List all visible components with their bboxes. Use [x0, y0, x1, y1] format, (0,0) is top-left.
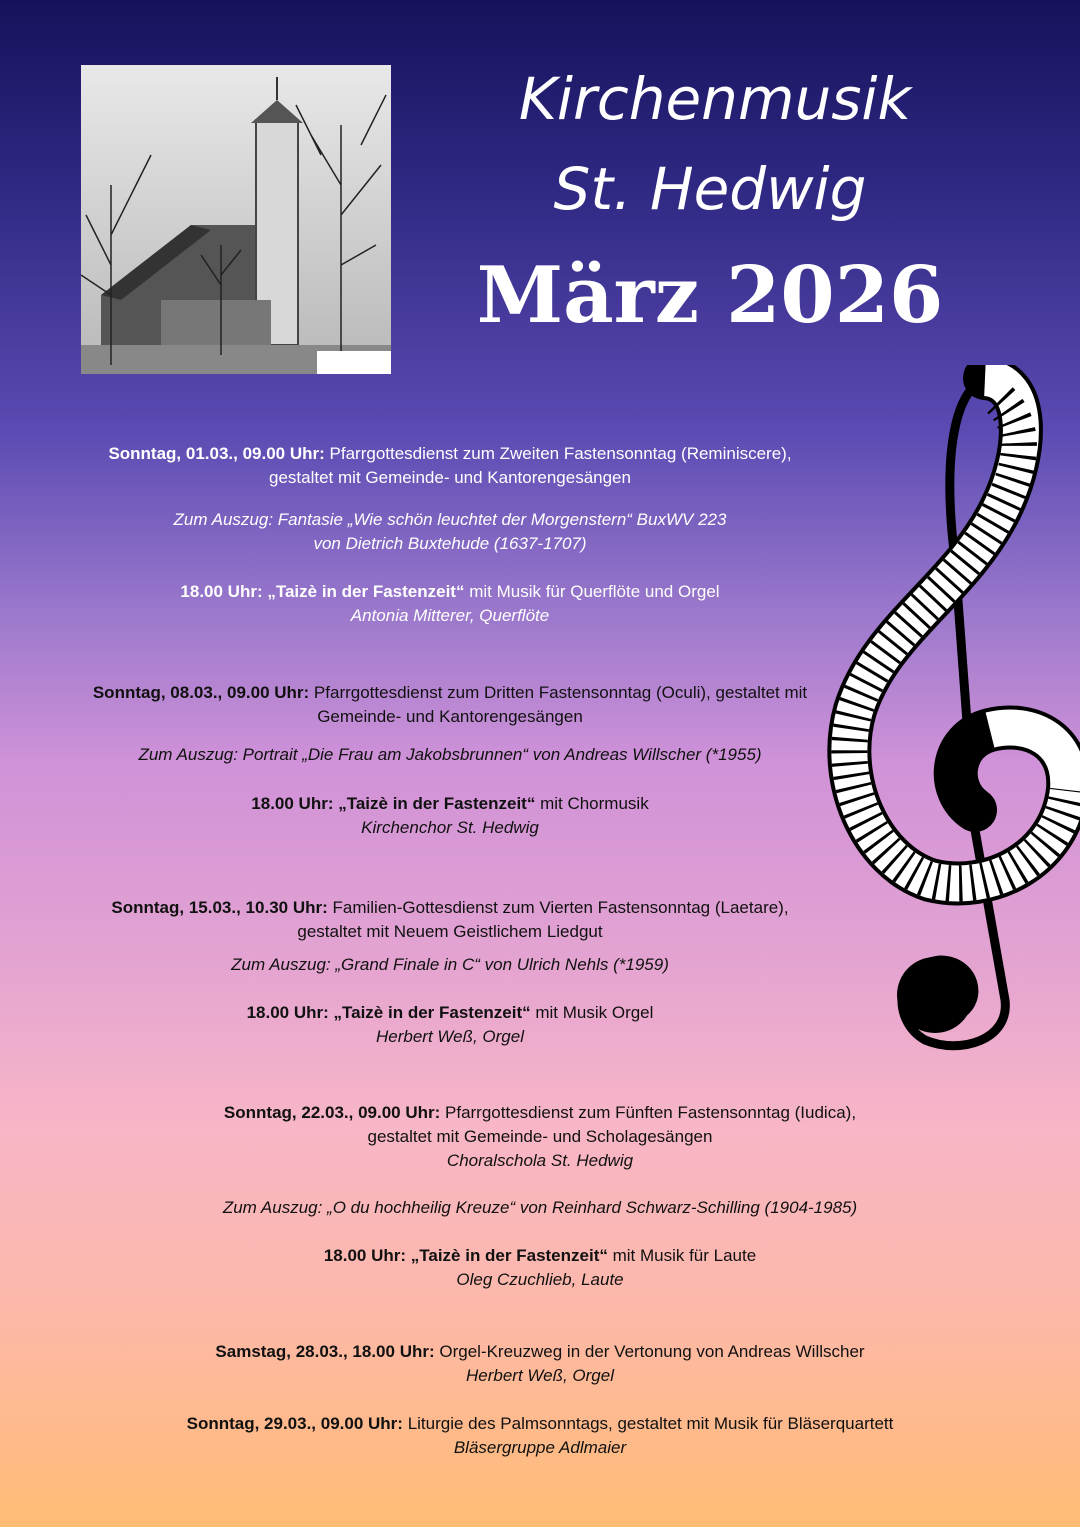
title-month: März 2026 — [476, 250, 944, 341]
event-4-performer: Oleg Czuchlieb, Laute — [456, 1270, 624, 1289]
title-kirchenmusik: Kirchenmusik — [518, 65, 912, 133]
event-4-line — [40, 1102, 1040, 1124]
event-2-performer: Kirchenchor St. Hedwig — [361, 818, 539, 837]
event-time: 18.00 Uhr: „Taizè in der Fastenzeit“ — [246, 1003, 531, 1022]
event-date: Sonntag, 08.03., 09.00 Uhr: — [92, 683, 310, 702]
event-1-line — [0, 443, 950, 465]
event-3-line — [0, 897, 950, 919]
event-5-line — [40, 1341, 1040, 1363]
event-1-evening — [0, 581, 950, 603]
event-date: Sonntag, 22.03., 09.00 Uhr: — [223, 1103, 441, 1122]
event-3-postlude: Zum Auszug: „Grand Finale in C“ von Ulrich Nehls (*1959) — [231, 955, 669, 974]
event-4-line: gestaltet mit Gemeinde- und Scholagesängen — [367, 1127, 713, 1146]
event-description: mit Musik für Laute — [607, 1246, 757, 1265]
event-date: Sonntag, 29.03., 09.00 Uhr: — [186, 1414, 403, 1433]
title-st-hedwig: St. Hedwig — [553, 155, 867, 223]
event-date: Sonntag, 15.03., 10.30 Uhr: — [111, 898, 328, 917]
event-4-evening — [40, 1245, 1040, 1267]
event-3-evening — [0, 1002, 950, 1024]
event-description: mit Chormusik — [535, 794, 649, 813]
event-1-performer: Antonia Mitterer, Querflöte — [350, 606, 550, 625]
event-description: Pfarrgottesdienst zum Dritten Fastensonntag (Oculi), gestaltet mit — [309, 683, 808, 702]
event-description: Orgel-Kreuzweg in der Vertonung von Andreas Willscher — [434, 1342, 865, 1361]
event-2-line — [0, 682, 950, 704]
event-description: Liturgie des Palmsonntags, gestaltet mit Musik für Bläserquartett — [402, 1414, 894, 1433]
event-4-postlude: Zum Auszug: „O du hochheilig Kreuze“ von Reinhard Schwarz-Schilling (1904-1985) — [222, 1198, 858, 1217]
event-2-line: Gemeinde- und Kantorengesängen — [317, 707, 583, 726]
event-2-evening — [0, 793, 950, 815]
church-photo — [81, 65, 391, 374]
event-3-line: gestaltet mit Neuem Geistlichem Liedgut — [297, 922, 603, 941]
event-6-line — [40, 1413, 1040, 1435]
event-time: 18.00 Uhr: „Taizè in der Fastenzeit“ — [251, 794, 536, 813]
event-description: Pfarrgottesdienst zum Fünften Fastensonntag (Iudica), — [440, 1103, 857, 1122]
event-date: Samstag, 28.03., 18.00 Uhr: — [215, 1342, 435, 1361]
event-1-line: gestaltet mit Gemeinde- und Kantorengesängen — [269, 468, 631, 487]
event-date: Sonntag, 01.03., 09.00 Uhr: — [108, 444, 325, 463]
event-description: Familien-Gottesdienst zum Vierten Fastensonntag (Laetare), — [327, 898, 789, 917]
event-1-postlude: von Dietrich Buxtehude (1637-1707) — [313, 534, 587, 553]
event-6-performer: Bläsergruppe Adlmaier — [453, 1438, 627, 1457]
event-3-performer: Herbert Weß, Orgel — [375, 1027, 524, 1046]
event-2-postlude: Zum Auszug: Portrait „Die Frau am Jakobsbrunnen“ von Andreas Willscher (*1955) — [138, 745, 762, 764]
event-description: mit Musik für Querflöte und Orgel — [464, 582, 720, 601]
event-5-performer: Herbert Weß, Orgel — [465, 1366, 614, 1385]
event-1-postlude: Zum Auszug: Fantasie „Wie schön leuchtet der Morgenstern“ BuxWV 223 — [173, 510, 727, 529]
event-time: 18.00 Uhr: „Taizè in der Fastenzeit“ — [180, 582, 465, 601]
event-time: 18.00 Uhr: „Taizè in der Fastenzeit“ — [323, 1246, 608, 1265]
event-4-performer: Choralschola St. Hedwig — [446, 1151, 634, 1170]
event-description: mit Musik Orgel — [530, 1003, 654, 1022]
event-description: Pfarrgottesdienst zum Zweiten Fastensonntag (Reminiscere), — [324, 444, 792, 463]
